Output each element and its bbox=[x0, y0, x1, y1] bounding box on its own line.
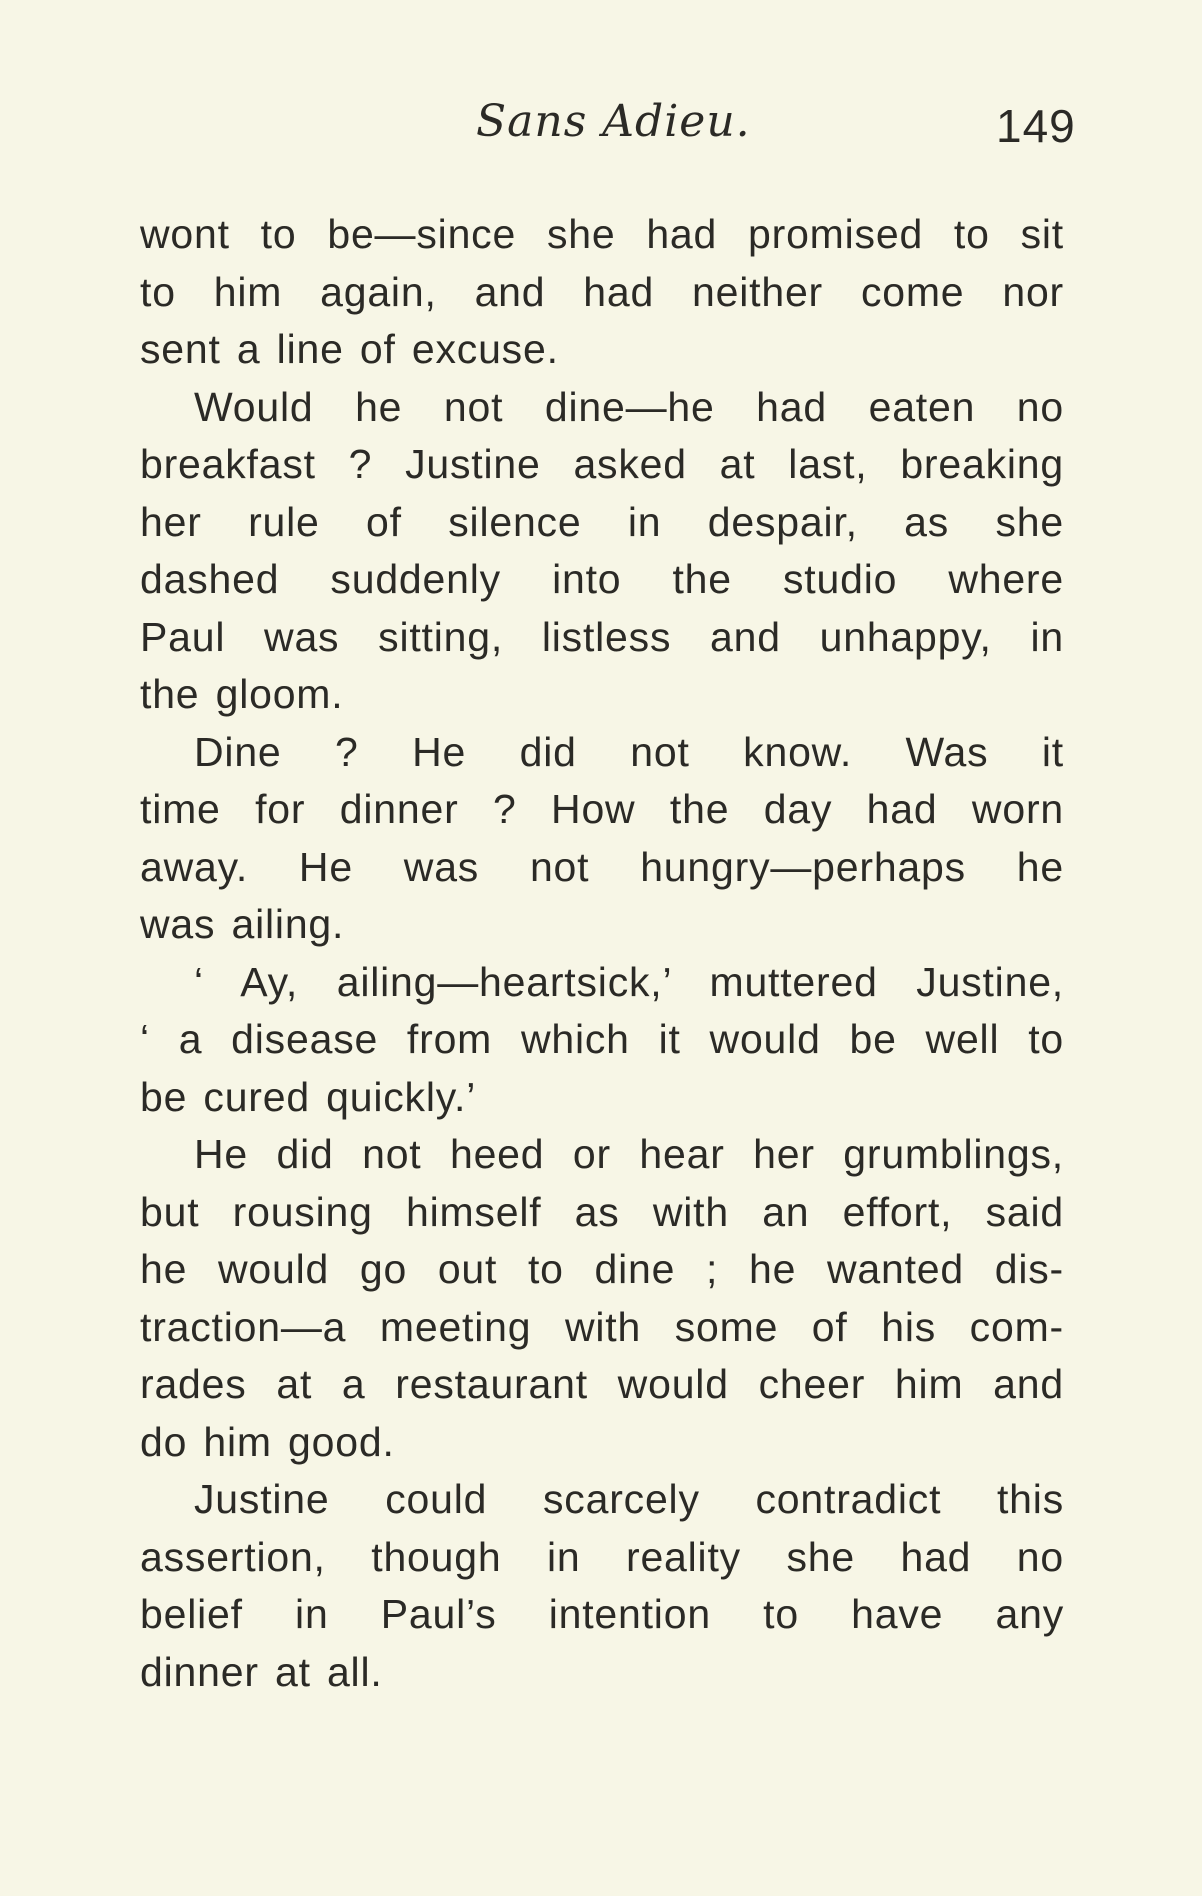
text-line: belief in Paul’s intention to have any bbox=[140, 1591, 1064, 1637]
text-line: Dine ? He did not know. Was it bbox=[194, 728, 1064, 775]
text-line: do him good. bbox=[140, 1418, 395, 1465]
text-line: Would he not dine—he had eaten no bbox=[194, 383, 1064, 430]
text-line: ‘ Ay, ailing—heartsick,’ muttered Justine, bbox=[194, 958, 1064, 1005]
text-line: away. He was not hungry—perhaps he bbox=[140, 843, 1064, 890]
text-line: rades at a restaurant would cheer him and bbox=[140, 1361, 1064, 1407]
text-line: time for dinner ? How the day had worn bbox=[140, 786, 1064, 832]
page-number: 149 bbox=[996, 100, 1076, 152]
running-title: Sans Adieu. bbox=[476, 96, 751, 147]
text-line: but rousing himself as with an effort, said bbox=[140, 1188, 1064, 1235]
text-line: her rule of silence in despair, as she bbox=[140, 498, 1064, 545]
text-line: he would go out to dine ; he wanted dis- bbox=[140, 1246, 1064, 1292]
text-line: was ailing. bbox=[140, 901, 345, 947]
text-line: Justine could scarcely contradict this bbox=[194, 1476, 1064, 1522]
text-line: Paul was sitting, listless and unhappy, in bbox=[140, 613, 1064, 660]
text-line: assertion, though in reality she had no bbox=[140, 1533, 1064, 1580]
text-line: He did not heed or hear her grumblings, bbox=[194, 1131, 1064, 1177]
running-header bbox=[0, 92, 1202, 162]
text-line: be cured quickly.’ bbox=[140, 1073, 477, 1120]
text-line: the gloom. bbox=[140, 671, 344, 717]
text-line: breakfast ? Justine asked at last, breaking bbox=[140, 441, 1064, 487]
text-line: to him again, and had neither come nor bbox=[140, 268, 1064, 315]
text-line: traction—a meeting with some of his com- bbox=[140, 1303, 1064, 1350]
text-line: wont to be—since she had promised to sit bbox=[140, 211, 1064, 257]
text-line: sent a line of excuse. bbox=[140, 326, 559, 372]
text-line: ‘ a disease from which it would be well to bbox=[140, 1016, 1064, 1062]
text-line: dinner at all. bbox=[140, 1648, 383, 1695]
body-text bbox=[140, 206, 1064, 1701]
text-line: dashed suddenly into the studio where bbox=[140, 556, 1064, 602]
